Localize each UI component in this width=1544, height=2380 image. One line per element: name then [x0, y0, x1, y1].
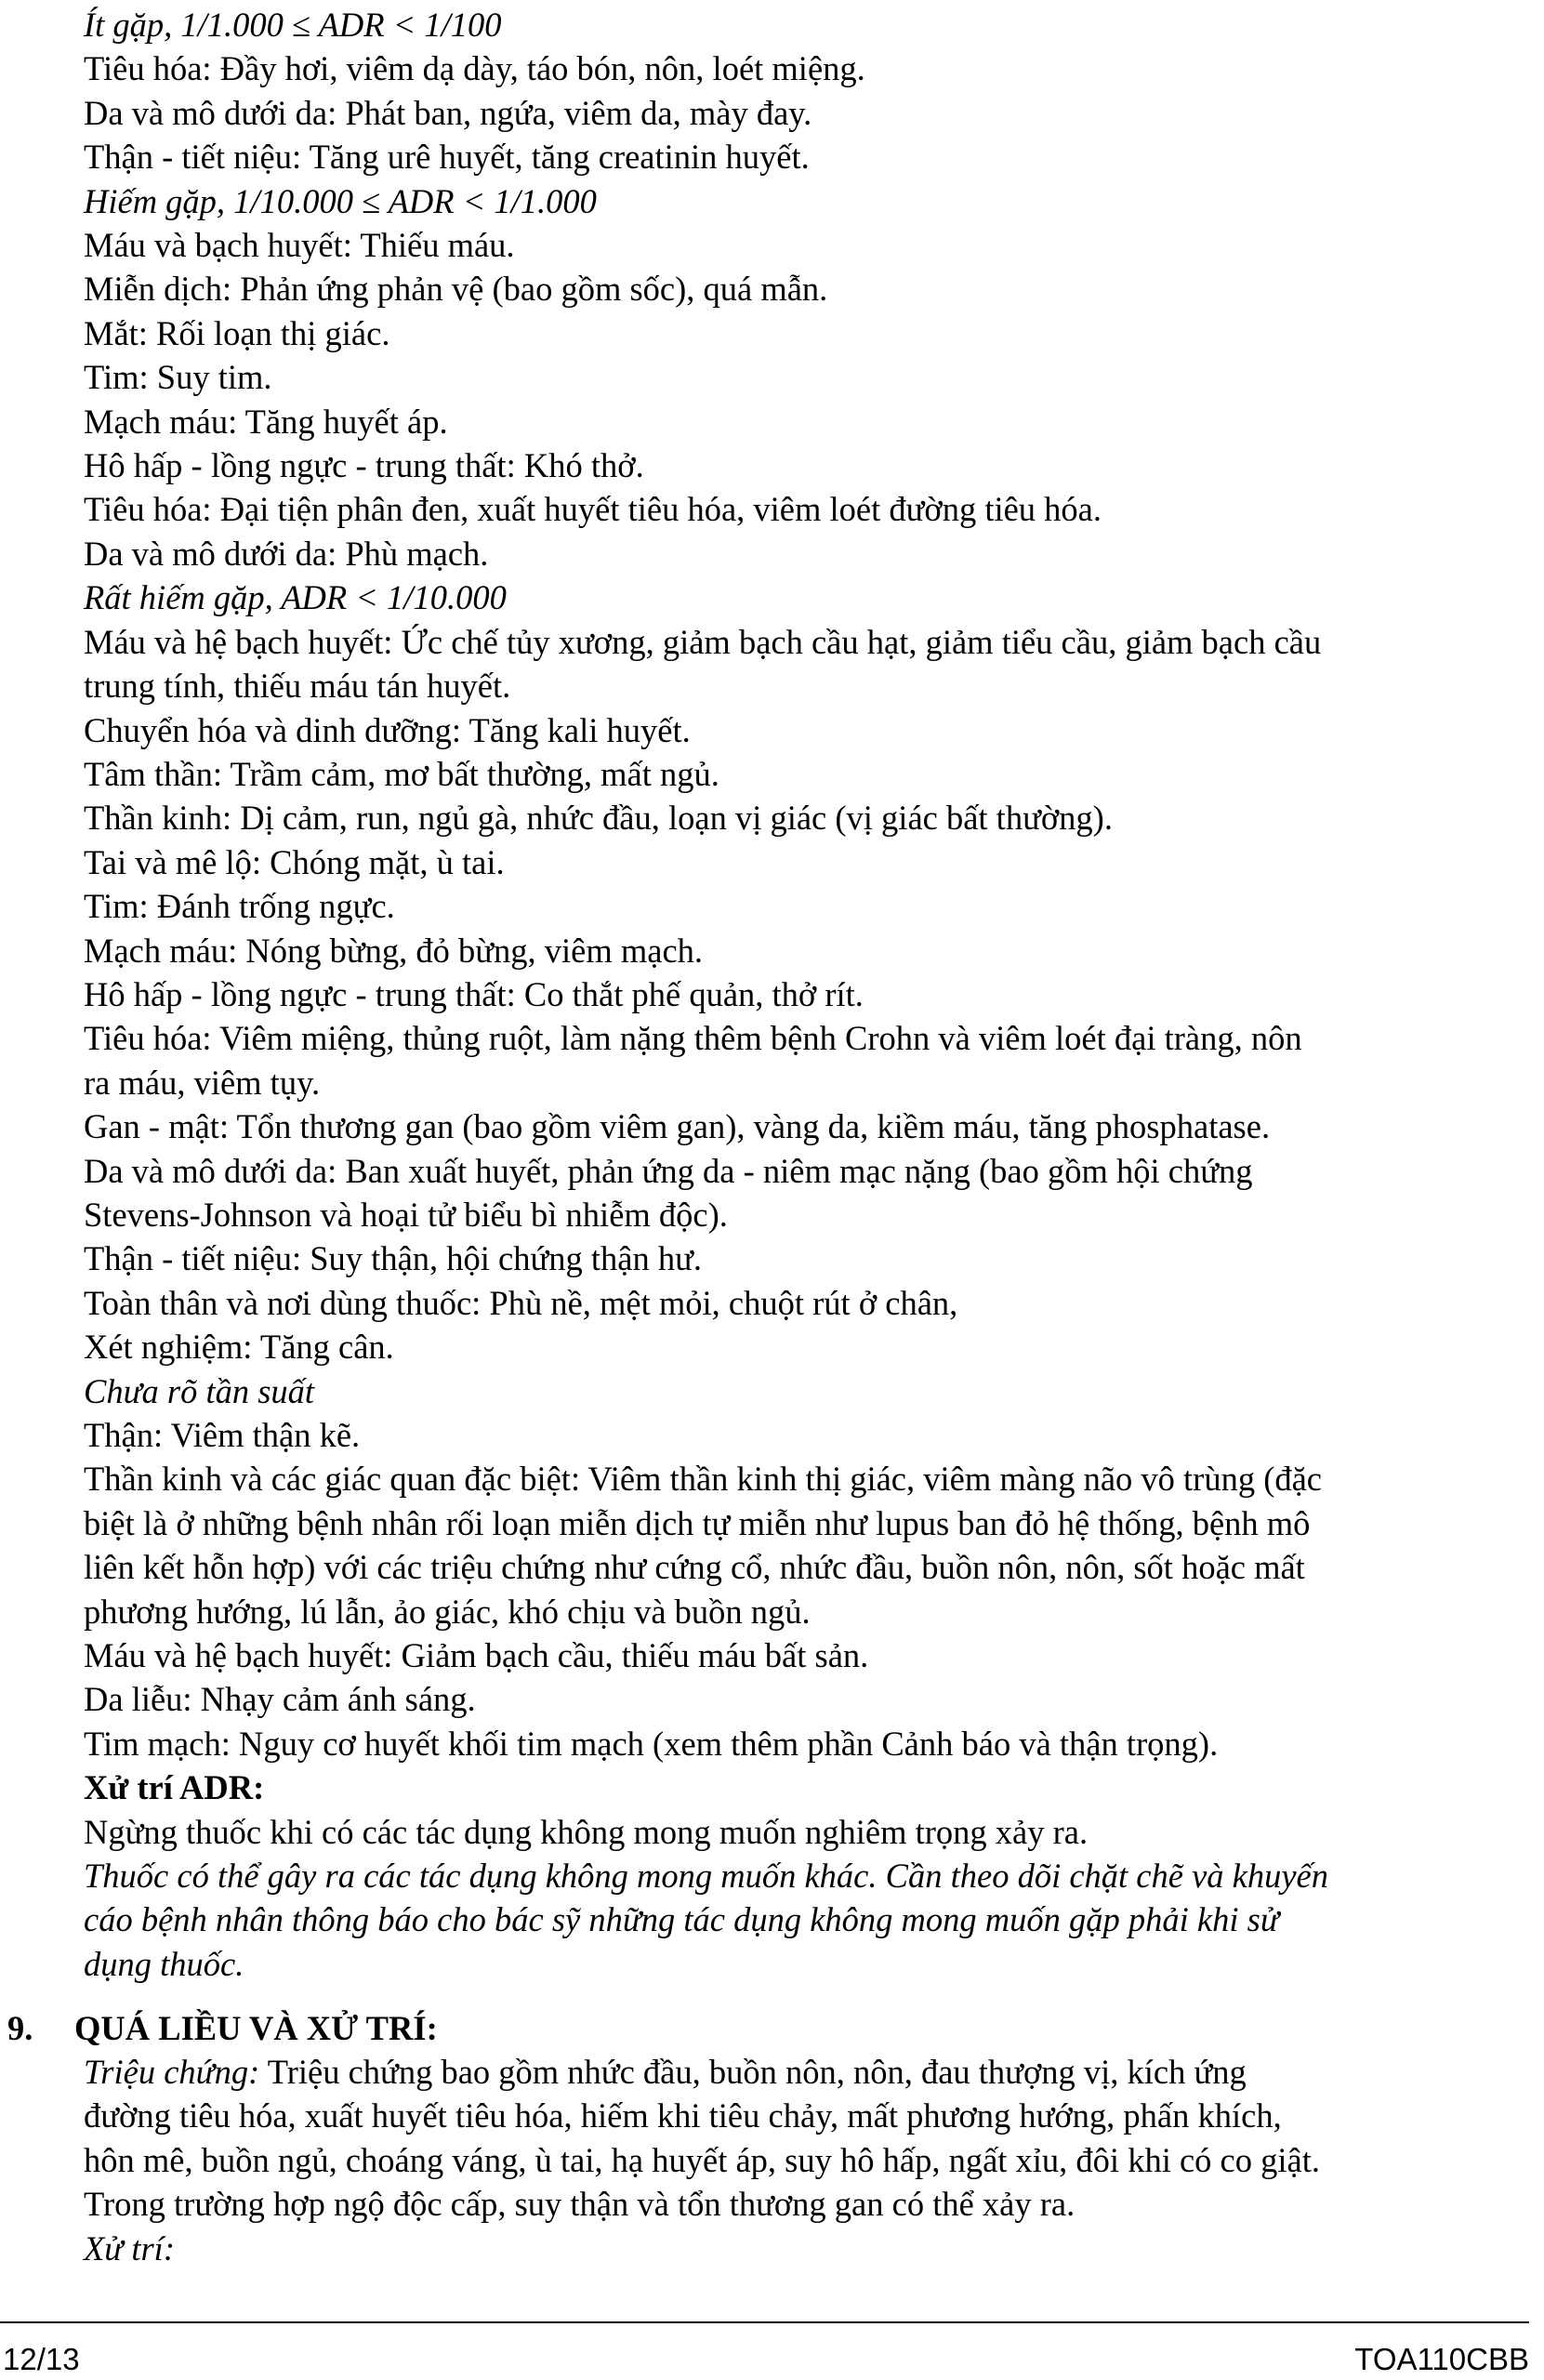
- symptoms-line: Trong trường hợp ngộ độc cấp, suy thận và tổn thương gan có thể xảy ra.: [84, 2185, 1076, 2224]
- adr-item: liên kết hỗn hợp) với các triệu chứng như cứng cổ, nhức đầu, buồn nôn, nôn, sốt hoặc mất: [84, 1548, 1305, 1587]
- section-number: 9.: [7, 2009, 33, 2047]
- adr-item: Tim mạch: Nguy cơ huyết khối tim mạch (xem thêm phần Cảnh báo và thận trọng).: [84, 1724, 1219, 1763]
- frequency-heading-unknown: Chưa rõ tần suất: [84, 1371, 315, 1410]
- adr-item: Máu và hệ bạch huyết: Giảm bạch cầu, thiếu máu bất sản.: [84, 1636, 869, 1675]
- adr-item: Thần kinh: Dị cảm, run, ngủ gà, nhức đầu, loạn vị giác (vị giác bất thường).: [84, 799, 1113, 838]
- document-code: TOA110CBB: [1354, 2342, 1529, 2376]
- adr-item: Máu và hệ bạch huyết: Ức chế tủy xương, giảm bạch cầu hạt, giảm tiểu cầu, giảm bạch cầu: [84, 622, 1322, 661]
- adr-item: Mạch máu: Nóng bừng, đỏ bừng, viêm mạch.: [84, 931, 704, 970]
- adr-item: Chuyển hóa và dinh dưỡng: Tăng kali huyết.: [84, 710, 691, 749]
- adr-item: Da và mô dưới da: Phù mạch.: [84, 534, 489, 573]
- adr-item: Toàn thân và nơi dùng thuốc: Phù nề, mệt mỏi, chuột rút ở chân,: [84, 1283, 958, 1322]
- adr-item: trung tính, thiếu máu tán huyết.: [84, 667, 511, 706]
- frequency-heading-uncommon: Ít gặp, 1/1.000 ≤ ADR < 1/100: [84, 6, 502, 44]
- adr-advice-line: cáo bệnh nhân thông báo cho bác sỹ những tác dụng không mong muốn gặp phải khi sử: [84, 1900, 1279, 1939]
- adr-item: biệt là ở những bệnh nhân rối loạn miễn dịch tự miễn như lupus ban đỏ hệ thống, bệnh mô: [84, 1503, 1311, 1542]
- adr-item: Da và mô dưới da: Phát ban, ngứa, viêm da, mày đay.: [84, 93, 812, 132]
- adr-item: Tiêu hóa: Đầy hơi, viêm dạ dày, táo bón, nôn, loét miệng.: [84, 49, 865, 88]
- adr-item: Hô hấp - lồng ngực - trung thất: Khó thở.: [84, 446, 644, 485]
- adr-item: phương hướng, lú lẫn, ảo giác, khó chịu và buồn ngủ.: [84, 1592, 811, 1631]
- adr-item: Thận: Viêm thận kẽ.: [84, 1416, 361, 1454]
- adr-item: Máu và bạch huyết: Thiếu máu.: [84, 226, 515, 265]
- section-title: QUÁ LIỀU VÀ XỬ TRÍ:: [74, 2009, 438, 2047]
- symptoms-line: hôn mê, buồn ngủ, choáng váng, ù tai, hạ huyết áp, suy hô hấp, ngất xỉu, đôi khi có co giật.: [84, 2140, 1320, 2179]
- adr-item: Thận - tiết niệu: Suy thận, hội chứng thận hư.: [84, 1239, 703, 1278]
- symptoms-line: đường tiêu hóa, xuất huyết tiêu hóa, hiếm khi tiêu chảy, mất phương hướng, phấn khích,: [84, 2096, 1282, 2135]
- adr-management-heading: Xử trí ADR:: [84, 1768, 265, 1807]
- adr-item: Xét nghiệm: Tăng cân.: [84, 1328, 394, 1367]
- adr-item: Thận - tiết niệu: Tăng urê huyết, tăng creatinin huyết.: [84, 138, 810, 177]
- adr-item: Mắt: Rối loạn thị giác.: [84, 313, 390, 352]
- adr-management-text: Ngừng thuốc khi có các tác dụng không mong muốn nghiêm trọng xảy ra.: [84, 1812, 1089, 1851]
- adr-item: Gan - mật: Tổn thương gan (bao gồm viêm gan), vàng da, kiềm máu, tăng phosphatase.: [84, 1107, 1271, 1146]
- symptoms-text: Triệu chứng bao gồm nhức đầu, buồn nôn, nôn, đau thượng vị, kích ứng: [259, 2053, 1247, 2091]
- adr-section: [84, 3, 1529, 1986]
- adr-advice-line: dụng thuốc.: [84, 1944, 244, 1983]
- adr-item: Tâm thần: Trầm cảm, mơ bất thường, mất ngủ.: [84, 754, 719, 793]
- frequency-heading-rare: Hiếm gặp, 1/10.000 ≤ ADR < 1/1.000: [84, 181, 597, 220]
- adr-item: Tiêu hóa: Đại tiện phân đen, xuất huyết tiêu hóa, viêm loét đường tiêu hóa.: [84, 490, 1102, 529]
- footer-divider: [0, 2321, 1529, 2323]
- overdose-section: [84, 2050, 1529, 2270]
- adr-item: Miễn dịch: Phản ứng phản vệ (bao gồm sốc), quá mẫn.: [84, 270, 828, 309]
- adr-item: Tai và mê lộ: Chóng mặt, ù tai.: [84, 842, 505, 881]
- overdose-management-label: Xử trí:: [84, 2228, 175, 2268]
- symptoms-line: [84, 2050, 1529, 2094]
- adr-item: Stevens-Johnson và hoại tử biểu bì nhiễm độc).: [84, 1195, 728, 1234]
- adr-item: Tim: Đánh trống ngực.: [84, 887, 395, 926]
- adr-item: Tiêu hóa: Viêm miệng, thủng ruột, làm nặng thêm bệnh Crohn và viêm loét đại tràng, nôn: [84, 1019, 1302, 1058]
- adr-item: Tim: Suy tim.: [84, 358, 272, 397]
- adr-item: Mạch máu: Tăng huyết áp.: [84, 402, 448, 441]
- adr-item: Thần kinh và các giác quan đặc biệt: Viêm thần kinh thị giác, viêm màng não vô trùng (đặc: [84, 1460, 1323, 1499]
- page-number: 12/13: [3, 2342, 80, 2376]
- adr-item: ra máu, viêm tụy.: [84, 1063, 321, 1102]
- symptoms-label: Triệu chứng:: [84, 2053, 260, 2091]
- adr-item: Da và mô dưới da: Ban xuất huyết, phản ứng da - niêm mạc nặng (bao gồm hội chứng: [84, 1151, 1253, 1190]
- adr-advice-line: Thuốc có thể gây ra các tác dụng không mong muốn khác. Cần theo dõi chặt chẽ và khuyến: [84, 1857, 1329, 1896]
- frequency-heading-very-rare: Rất hiếm gặp, ADR < 1/10.000: [84, 578, 507, 617]
- adr-item: Da liễu: Nhạy cảm ánh sáng.: [84, 1680, 476, 1719]
- adr-item: Hô hấp - lồng ngực - trung thất: Co thắt phế quản, thở rít.: [84, 974, 864, 1013]
